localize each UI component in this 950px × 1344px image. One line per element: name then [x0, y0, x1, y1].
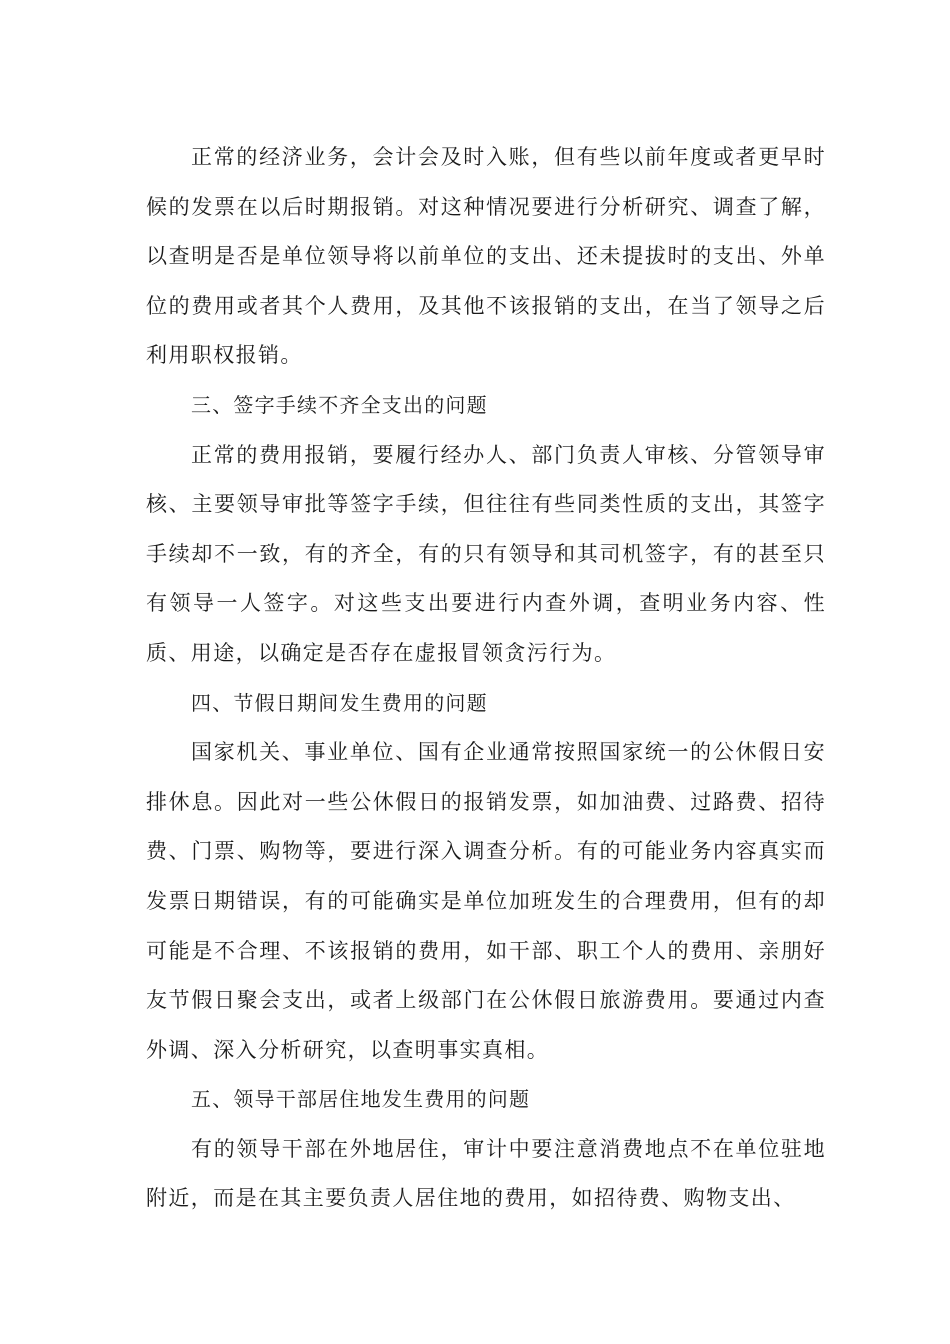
section-heading-holidays: 四、节假日期间发生费用的问题	[191, 690, 488, 715]
paragraph-signatures: 正常的费用报销，要履行经办人、部门负责人审核、分管领导审核、主要领导审批等签字手续，但往往有些同类性质的支出，其签字手续却不一致，有的齐全，有的只有领导和其司机签字，有的甚至只有领导一人签字。对这些支出要进行内查外调，查明业务内容、性质、用途，以确定是否存在虚报冒领贪污行为。	[146, 442, 826, 665]
section-heading-residence: 五、领导干部居住地发生费用的问题	[191, 1087, 531, 1112]
document-page	[146, 133, 826, 1224]
paragraph-backdated-invoices: 正常的经济业务，会计会及时入账，但有些以前年度或者更早时候的发票在以后时期报销。对这种情况要进行分析研究、调查了解，以查明是否是单位领导将以前单位的支出、还未提拔时的支出、外单位的费用或者其个人费用，及其他不该报销的支出，在当了领导之后利用职权报销。	[146, 145, 826, 368]
paragraph-holidays: 国家机关、事业单位、国有企业通常按照国家统一的公休假日安排休息。因此对一些公休假日的报销发票，如加油费、过路费、招待费、门票、购物等，要进行深入调查分析。有的可能业务内容真实而发票日期错误，有的可能确实是单位加班发生的合理费用，但有的却可能是不合理、不该报销的费用，如干部、职工个人的费用、亲朋好友节假日聚会支出，或者上级部门在公休假日旅游费用。要通过内查外调、深入分析研究，以查明事实真相。	[146, 740, 826, 1062]
section-heading-signatures: 三、签字手续不齐全支出的问题	[191, 392, 488, 417]
paragraph-residence: 有的领导干部在外地居住，审计中要注意消费地点不在单位驻地附近，而是在其主要负责人居住地的费用，如招待费、购物支出、	[146, 1136, 826, 1211]
